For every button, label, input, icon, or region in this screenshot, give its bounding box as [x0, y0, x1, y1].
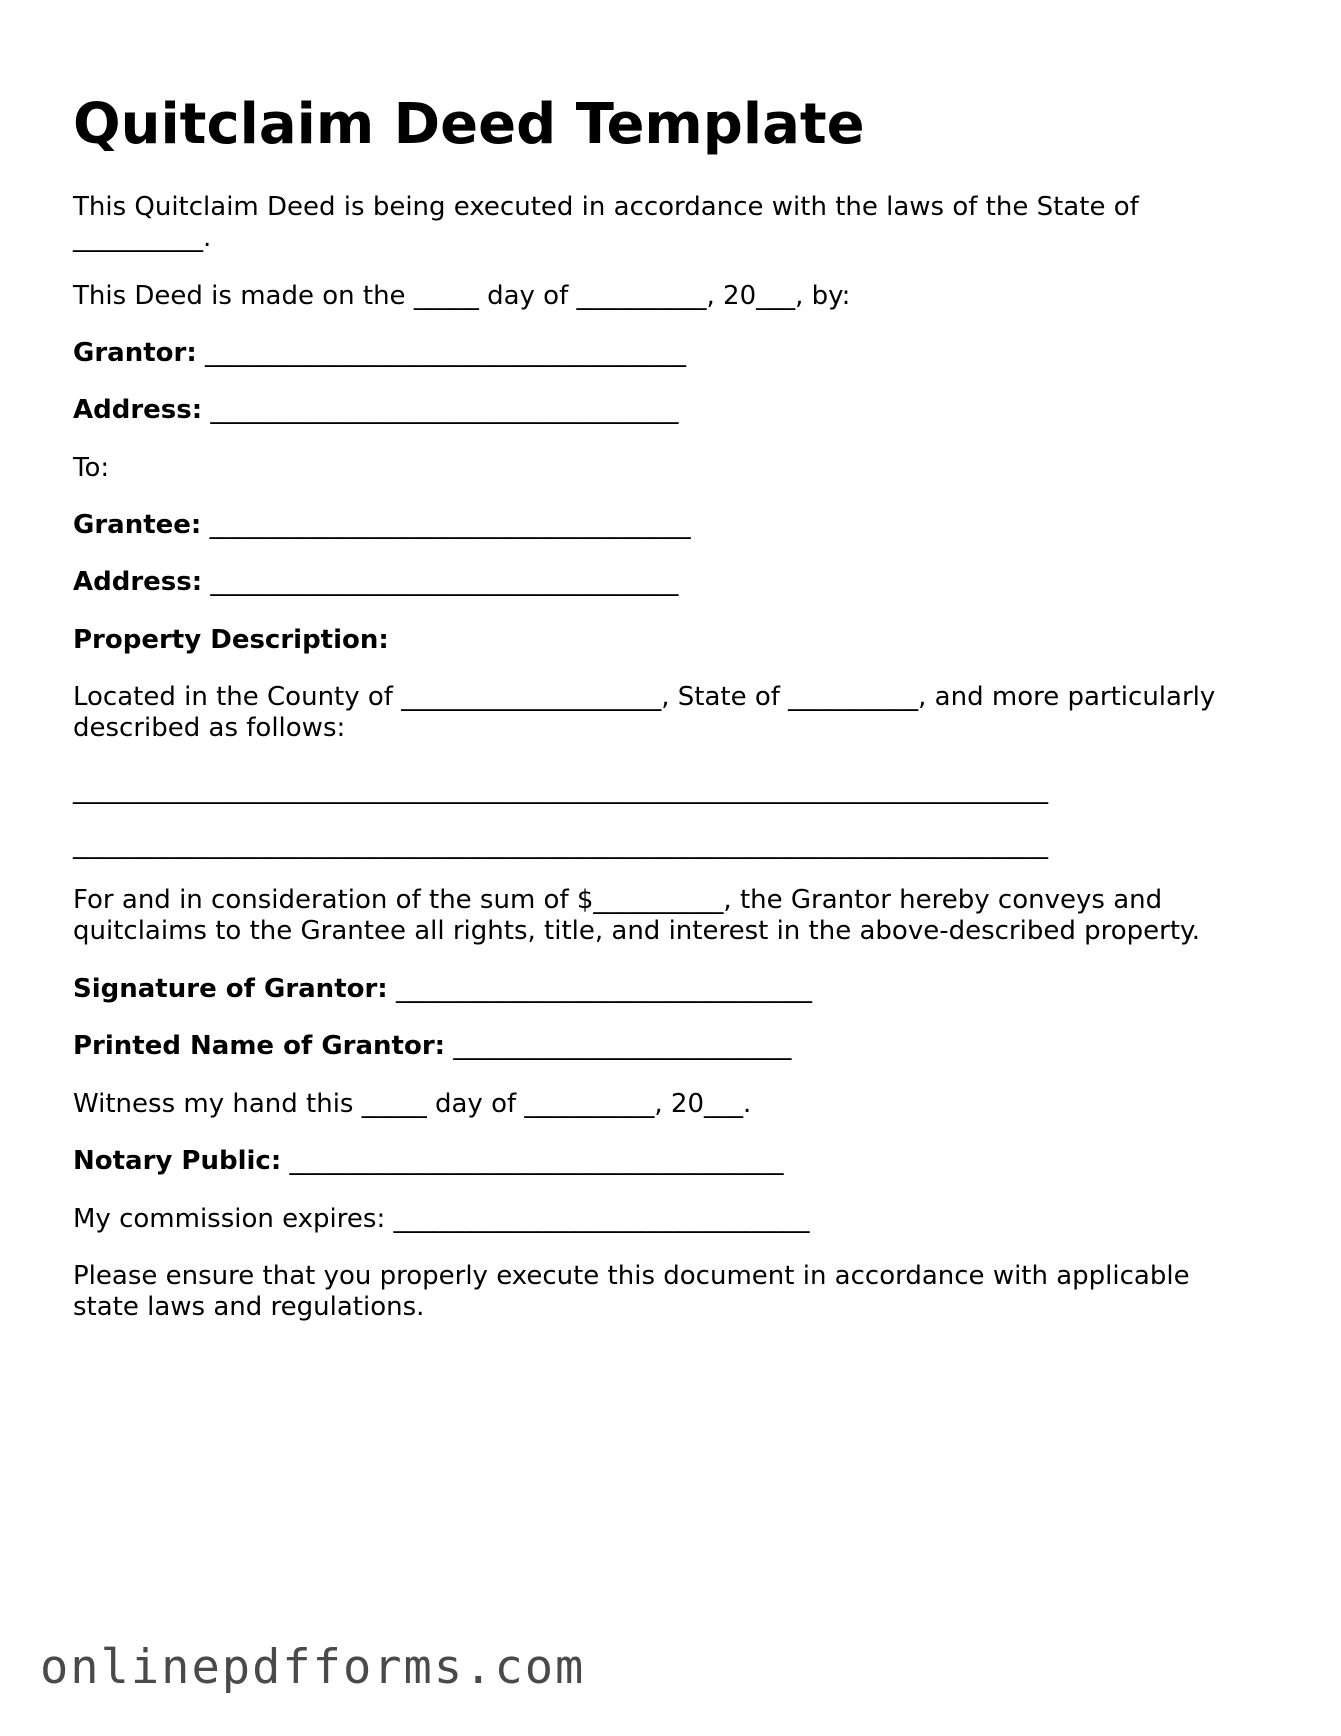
intro-text-line-2: __________. [73, 223, 212, 253]
to-text: To: [73, 453, 110, 483]
signature-label: Signature of Grantor: [73, 974, 388, 1004]
grantor-address-field [73, 395, 678, 426]
intro-text-line-1: This Quitclaim Deed is being executed in accordance with the laws of the State of [73, 192, 1139, 222]
grantor-field [73, 338, 686, 369]
closing-text-line-2: state laws and regulations. [73, 1292, 425, 1322]
grantor-label: Grantor: [73, 338, 197, 368]
grantee-address-label: Address: [73, 567, 203, 597]
grantee-label: Grantee: [73, 510, 202, 540]
grantee-address-field [73, 567, 678, 598]
printed-name-label: Printed Name of Grantor: [73, 1031, 446, 1061]
made-on-text: This Deed is made on the _____ day of __________, 20___, by: [73, 281, 851, 311]
description-blank-line-2: ___________________________________________________________________________ [73, 830, 1048, 860]
grantor-address-blank: ____________________________________ [210, 395, 679, 425]
property-description-heading: Property Description: [73, 625, 389, 655]
consideration-text-line-2: quitclaims to the Grantee all rights, title, and interest in the above-described property. [73, 916, 1200, 946]
grantor-blank: _____________________________________ [205, 338, 686, 368]
consideration-text-line-1: For and in consideration of the sum of $__________, the Grantor hereby conveys and [73, 885, 1163, 915]
signature-blank: ________________________________ [395, 974, 812, 1004]
witness-text: Witness my hand this _____ day of __________, 20___. [73, 1089, 752, 1119]
grantor-address-label: Address: [73, 395, 203, 425]
grantee-address-blank: ____________________________________ [210, 567, 679, 597]
notary-field [73, 1146, 784, 1177]
description-blank-line-1: ___________________________________________________________________________ [73, 775, 1048, 805]
page-title: Quitclaim Deed Template [73, 92, 865, 157]
signature-field [73, 974, 812, 1005]
watermark-brand: onlinepdfforms.com [40, 1640, 586, 1695]
commission-text: My commission expires: ________________________________ [73, 1204, 810, 1234]
closing-text-line-1: Please ensure that you properly execute this document in accordance with applicable [73, 1261, 1190, 1291]
notary-blank: ______________________________________ [289, 1146, 784, 1176]
printed-name-field [73, 1031, 791, 1062]
grantee-field [73, 510, 691, 541]
located-text-line-2: described as follows: [73, 713, 346, 743]
grantee-blank: _____________________________________ [209, 510, 691, 540]
located-text-line-1: Located in the County of ____________________, State of __________, and more particularly [73, 682, 1216, 712]
printed-name-blank: __________________________ [453, 1031, 792, 1061]
notary-label: Notary Public: [73, 1146, 282, 1176]
